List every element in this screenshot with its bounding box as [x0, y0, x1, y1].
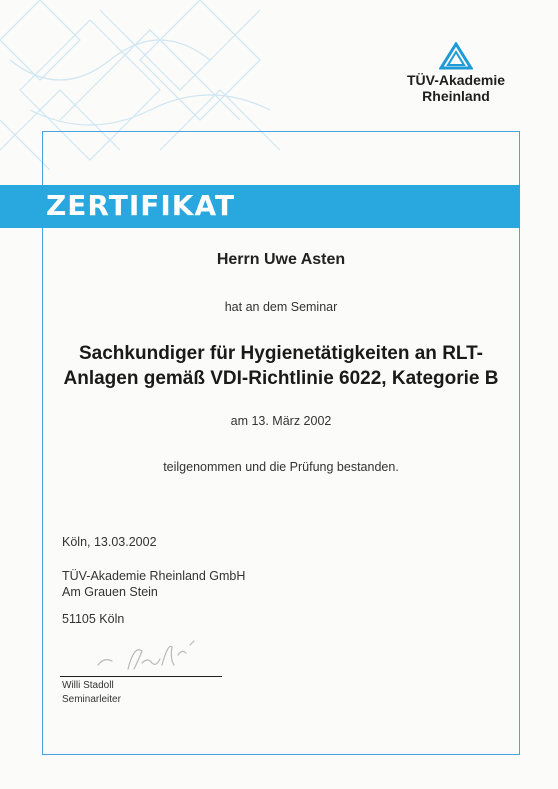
signer-name: Willi Stadoll: [62, 680, 114, 691]
place-and-date: Köln, 13.03.2002: [62, 535, 157, 549]
handwritten-signature: [90, 635, 230, 675]
issuer-street: Am Grauen Stein: [62, 585, 158, 599]
tuv-triangle-logo-icon: [439, 42, 473, 70]
tuv-logo: [396, 42, 516, 104]
signature-line: [60, 676, 222, 677]
recipient-name: Herrn Uwe Asten: [216, 251, 346, 268]
logo-line-2: Rheinland: [422, 88, 490, 104]
seminar-title-line-1: Sachkundiger für Hygienetätigkeiten an RLT-: [79, 343, 483, 364]
seminar-date: am 13. März 2002: [230, 414, 332, 428]
title-banner: [0, 185, 520, 228]
exam-result: teilgenommen und die Prüfung bestanden.: [163, 460, 399, 474]
seminar-title-line-2: Anlagen gemäß VDI-Richtlinie 6022, Kategorie B: [63, 368, 499, 389]
intro-text: hat an dem Seminar: [224, 300, 338, 314]
issuer-city: 51105 Köln: [62, 612, 125, 626]
seminar-title: [42, 341, 520, 391]
logo-line-1: TÜV-Akademie: [406, 72, 506, 88]
issuer-company: TÜV-Akademie Rheinland GmbH: [62, 569, 246, 583]
signer-role: Seminarleiter: [62, 694, 121, 705]
certificate-title: ZERTIFIKAT: [46, 189, 236, 222]
